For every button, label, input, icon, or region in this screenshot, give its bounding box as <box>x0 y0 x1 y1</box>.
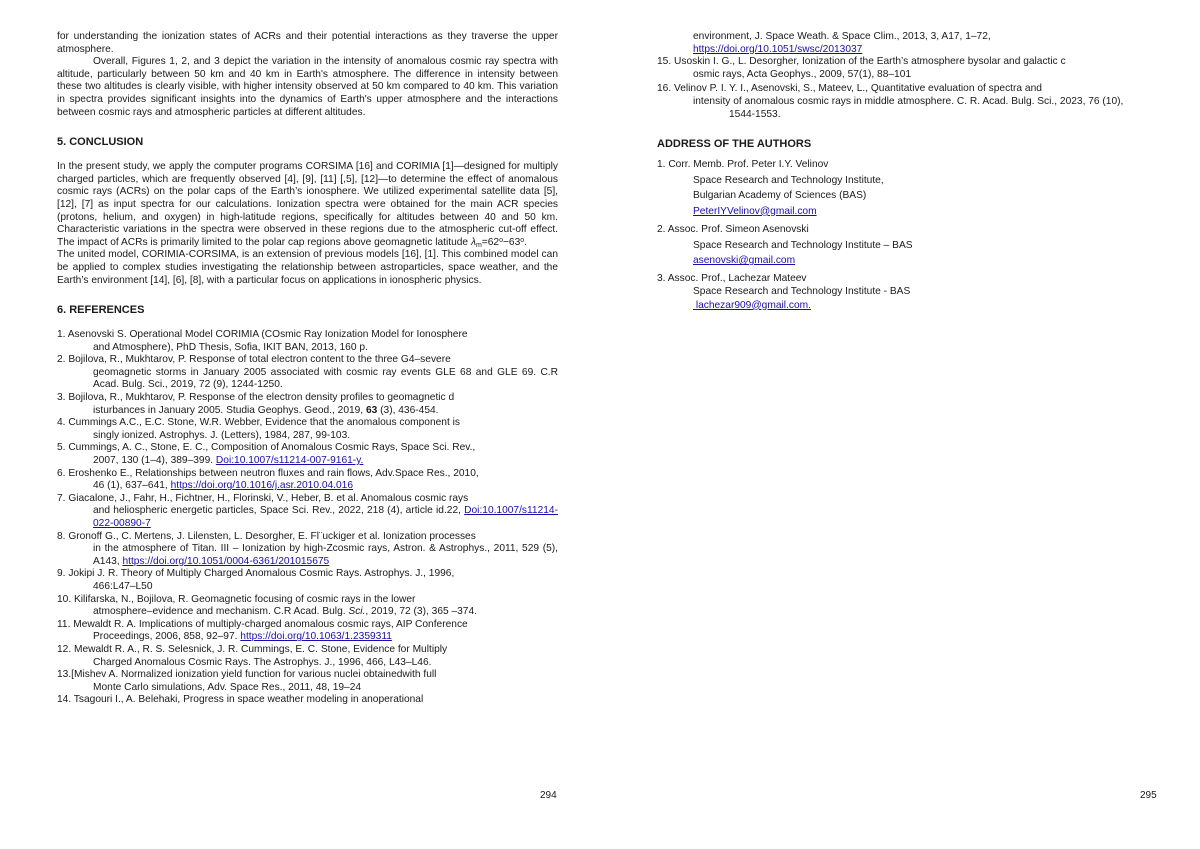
reference-doi-link[interactable]: Doi:10.1007/s11214-022-00890-7 <box>93 505 558 529</box>
left-column <box>57 31 558 707</box>
degree-mark-1: o <box>499 236 503 244</box>
reference-first-line: 6. Eroshenko E., Relationships between neutron fluxes and rain flows, Adv.Space Res., 2010, <box>57 467 479 479</box>
reference-item <box>57 644 558 669</box>
reference-item <box>57 354 558 392</box>
author-3-affiliation: Space Research and Technology Institute - BAS <box>693 285 911 297</box>
reference-continuation <box>57 480 558 493</box>
author-2-affiliation: Space Research and Technology Institute – BAS <box>693 239 913 251</box>
lambda-value: =62 <box>481 236 500 248</box>
reference-continuation-text: 466:L47–L50 <box>93 580 153 592</box>
reference-item <box>57 594 558 619</box>
reference-item <box>57 669 558 694</box>
lambda-symbol: λ <box>470 236 476 248</box>
reference-continuation-text: 46 (1), 637–641, <box>93 480 171 492</box>
reference-continuation <box>57 682 558 695</box>
reference-continuation-text: 2007, 130 (1–4), 389–399. <box>93 455 216 467</box>
lambda-subscript: m <box>475 241 482 249</box>
figures-paragraph: Overall, Figures 1, 2, and 3 depict the variation in the intensity of anomalous cosmic ray spectra with altitude, particularly between 50 km and 40 km in Earth's atmosphere. The difference in intensity between these two altitudes is clearly visible, with higher intensity observed at 50 km compared to 40 km. This variation in spectra provides significant insights into the dynamics of Earth's upper atmosphere and the interactions between cosmic rays and atmospheric particles at different altitudes. <box>57 56 558 118</box>
author-2-name: 2. Assoc. Prof. Simeon Asenovski <box>657 224 809 236</box>
reference-continuation <box>57 631 558 644</box>
reference-doi-link[interactable]: https://doi.org/10.1063/1.2359311 <box>240 631 392 643</box>
reference-continuation-tail: (3), 436-454. <box>377 404 439 416</box>
reference-continuation <box>57 430 558 443</box>
reference-14-cont-text: environment, J. Space Weath. & Space Clim., 2013, 3, A17, 1–72, <box>693 31 991 42</box>
reference-first-line: 8. Gronoff G., C. Mertens, J. Lilensten, L. Desorgher, E. Fl¨uckiger et al. Ionization processes <box>57 530 476 542</box>
reference-continuation-text: in the atmosphere of Titan. III – Ionization by high-Zcosmic rays, Astron. & Astrophys., 2011, 529 (5), A143, <box>93 543 558 567</box>
conclusion-paragraph-2: The united model, CORIMIA-CORSIMA, is an extension of previous models [16], [1]. This combined model can be applied to complex studies investigating the relationship between astroparticles, space weather, and the Earth’s environment [14], [6], [8], with a particular focus on applications in ionospheric physics. <box>57 249 558 286</box>
reference-first-line: 14. Tsagouri I., A. Belehaki, Progress in space weather modeling in anoperational <box>57 694 424 706</box>
right-page <box>600 0 1200 849</box>
page-number-left: 294 <box>540 790 557 801</box>
references-heading: 6. REFERENCES <box>57 304 145 317</box>
reference-first-line: 2. Bojilova, R., Mukhtarov, P. Response of total electron content to the three G4–severe <box>57 354 451 366</box>
reference-first-line: 13.[Mishev A. Normalized ionization yield function for various nuclei obtainedwith full <box>57 669 437 681</box>
author-1 <box>657 157 1158 219</box>
reference-doi-link[interactable]: https://doi.org/10.1051/0004-6361/201015675 <box>122 555 330 567</box>
reference-first-line: 3. Bojilova, R., Mukhtarov, P. Response of the electron density profiles to geomagnetic d <box>57 392 455 404</box>
references-list <box>57 329 558 707</box>
reference-first-line: 10. Kilifarska, N., Bojilova, R. Geomagnetic focusing of cosmic rays in the lower <box>57 593 416 605</box>
author-2 <box>657 222 1158 269</box>
reference-16-cont: intensity of anomalous cosmic rays in middle atmosphere. C. R. Acad. Bulg. Sci., 2023, 76 (10), <box>693 95 1124 107</box>
reference-first-line: 11. Mewaldt R. A. Implications of multiply-charged anomalous cosmic rays, AIP Conference <box>57 618 468 630</box>
author-1-email-link[interactable]: PeterIYVelinov@gmail.com <box>693 205 817 217</box>
reference-item <box>57 619 558 644</box>
conclusion-heading: 5. CONCLUSION <box>57 136 144 149</box>
reference-continuation-tail: , 2019, 72 (3), 365 –374. <box>365 606 477 618</box>
reference-item <box>57 568 558 593</box>
reference-item <box>57 417 558 442</box>
author-3-name: 3. Assoc. Prof., Lachezar Mateev <box>657 272 807 284</box>
author-1-name: 1. Corr. Memb. Prof. Peter I.Y. Velinov <box>657 159 829 171</box>
author-2-email-link[interactable]: asenovski@gmail.com <box>693 255 796 267</box>
right-column <box>657 31 1158 316</box>
author-1-affiliation-2: Bulgarian Academy of Sciences (BAS) <box>693 190 867 202</box>
reference-first-line: 5. Cummings, A. C., Stone, E. C., Composition of Anomalous Cosmic Rays, Space Sci. Rev., <box>57 442 476 454</box>
reference-continuation-text: geomagnetic storms in January 2005 associated with cosmic ray events GLE 68 and GLE 69. C.R Acad. Bulg. Sci., 2019, 72 (9), 1244-1250. <box>93 366 558 391</box>
conclusion-text: In the present study, we apply the computer programs CORSIMA [16] and CORIMIA [1]—designed for multiply charged particles, which are frequently observed [4], [9], [11] [,5], [12]—to determine the effect of anomalous cosmic rays (ACRs) on the polar caps of the Earth’s ionosphere. We utilized experimental satellite data [5], [12], [7] as input spectra for our calculations. Ionization spectra were obtained for the main ACR species (protons, helium, and oxygen) in high-latitude regions, specifically for altitudes between 40 and 50 km. Characteristic variations in the spectra were observed in these regions due to the atmospheric cut-off effect. The impact of ACRs is primarily limited to the polar cap regions above geomagnetic latitude <box>57 161 558 248</box>
intro-paragraph: for understanding the ionization states of ACRs and their potential interactions as they traverse the upper atmosphere. <box>57 31 558 55</box>
reference-continuation-text: Proceedings, 2006, 858, 92–97. <box>93 631 241 643</box>
reference-16 <box>657 83 1158 121</box>
reference-continuation <box>57 342 558 355</box>
conclusion-period: . <box>524 236 528 248</box>
reference-continuation <box>57 455 558 468</box>
reference-continuation <box>57 543 558 568</box>
reference-first-line: 7. Giacalone, J., Fahr, H., Fichtner, H., Florinski, V., Heber, B. et al. Anomalous cosmic rays <box>57 492 469 504</box>
latitude-dash: −63 <box>502 236 521 248</box>
reference-doi-link[interactable]: Doi:10.1007/s11214-007-9161-y. <box>215 455 364 467</box>
reference-item <box>57 493 558 531</box>
reference-continuation <box>57 367 558 392</box>
reference-continuation-text: singly ionized. Astrophys. J. (Letters), 1984, 287, 99-103. <box>93 429 351 441</box>
reference-14-continued <box>657 31 1158 56</box>
reference-item <box>57 468 558 493</box>
reference-first-line: 12. Mewaldt R. A., R. S. Selesnick, J. R. Cummings, E. C. Stone, Evidence for Multiply <box>57 643 448 655</box>
degree-mark-2: o <box>520 236 525 244</box>
reference-continuation <box>57 657 558 670</box>
reference-14-link[interactable]: https://doi.org/10.1051/swsc/2013037 <box>693 43 863 55</box>
conclusion-paragraph-1 <box>57 161 558 249</box>
reference-continuation <box>57 405 558 418</box>
reference-16-cont2: 1544-1553. <box>729 108 781 120</box>
reference-doi-link[interactable]: https://doi.org/10.1016/j.asr.2010.04.016 <box>170 480 353 492</box>
reference-item <box>57 531 558 569</box>
page-number-right: 295 <box>1140 790 1157 801</box>
reference-continuation-text: Charged Anomalous Cosmic Rays. The Astrophys. J., 1996, 466, L43–L46. <box>93 656 432 668</box>
reference-item <box>57 392 558 417</box>
address-heading: ADDRESS OF THE AUTHORS <box>657 138 812 151</box>
reference-continuation-text: isturbances in January 2005. Studia Geophys. Geod., 2019, <box>93 404 366 416</box>
reference-continuation <box>57 606 558 619</box>
reference-item <box>57 442 558 467</box>
reference-continuation-text: atmosphere–evidence and mechanism. C.R Acad. Bulg. <box>93 606 349 618</box>
reference-16-first: 16. Velinov P. I. Y. I., Asenovski, S., Mateev, L., Quantitative evaluation of spectra and <box>657 83 1042 95</box>
reference-continuation <box>57 581 558 594</box>
author-1-affiliation-1: Space Research and Technology Institute, <box>693 174 884 186</box>
reference-15 <box>657 56 1158 81</box>
reference-item <box>57 694 558 707</box>
reference-first-line: 1. Asenovski S. Operational Model CORIMIA (COsmic Ray Ionization Model for Ionosphere <box>57 329 468 341</box>
reference-continuation-text: and Atmosphere), PhD Thesis, Sofia, IKIT BAN, 2013, 160 p. <box>93 341 368 353</box>
reference-continuation <box>57 505 558 530</box>
reference-continuation-text: Monte Carlo simulations, Adv. Space Res., 2011, 48, 19–24 <box>93 681 362 693</box>
reference-15-first: 15. Usoskin I. G., L. Desorgher, Ionization of the Earth’s atmosphere bysolar and galactic c <box>657 56 1066 68</box>
reference-volume-bold: 63 <box>365 404 378 416</box>
reference-item <box>57 329 558 354</box>
reference-continuation-text: and heliospheric energetic particles, Space Sci. Rev., 2022, 218 (4), article id.22, <box>93 505 465 517</box>
author-3-email-link[interactable]: lachezar909@gmail.com. <box>693 299 811 311</box>
reference-journal-italic: Sci. <box>348 606 366 618</box>
author-3 <box>657 272 1158 314</box>
reference-first-line: 9. Jokipi J. R. Theory of Multiply Charged Anomalous Cosmic Rays. Astrophys. J., 1996, <box>57 568 455 580</box>
reference-first-line: 4. Cummings A.C., E.C. Stone, W.R. Webber, Evidence that the anomalous component is <box>57 417 460 429</box>
reference-15-cont: osmic rays, Acta Geophys., 2009, 57(1), 88–101 <box>693 68 912 80</box>
